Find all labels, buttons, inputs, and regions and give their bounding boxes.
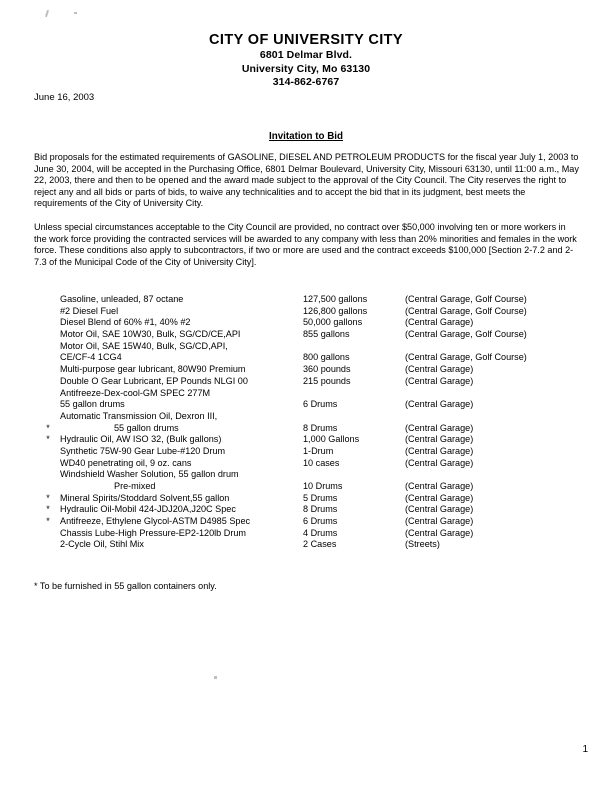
item-asterisk-marker: *: [46, 422, 50, 433]
item-quantity: 6 Drums: [303, 516, 338, 527]
item-location: (Central Garage): [405, 445, 474, 456]
item-quantity: 1,000 Gallons: [303, 434, 360, 445]
item-description: #2 Diesel Fuel: [60, 305, 119, 316]
item-quantity: 8 Drums: [303, 504, 338, 515]
item-row: [36, 528, 581, 540]
item-description: Automatic Transmission Oil, Dexron III,: [60, 410, 218, 421]
phone-number: 314-862-6767: [272, 76, 340, 88]
item-description: 2-Cycle Oil, Stihl Mix: [60, 539, 144, 550]
item-quantity: 10 cases: [303, 457, 340, 468]
item-location: (Central Garage): [405, 527, 474, 538]
document-date: June 16, 2003: [34, 92, 95, 103]
item-location: (Central Garage, Golf Course): [405, 305, 527, 316]
item-row: [36, 539, 581, 551]
item-description: WD40 penetrating oil, 9 oz. cans: [60, 457, 192, 468]
item-quantity: 215 pounds: [303, 375, 351, 386]
city-state-zip: University City, Mo 63130: [241, 62, 371, 75]
item-row: [36, 399, 581, 411]
item-row: [36, 411, 581, 423]
footnote: * To be furnished in 55 gallon containers only.: [34, 581, 217, 591]
scan-artifact: [45, 10, 49, 17]
item-location: (Central Garage): [405, 364, 474, 375]
item-location: (Central Garage, Golf Course): [405, 329, 527, 340]
items-list: [36, 294, 581, 551]
item-location: (Central Garage, Golf Course): [405, 352, 527, 363]
item-location: (Central Garage): [405, 492, 474, 503]
document-title: Invitation to Bid: [268, 131, 343, 142]
workforce-requirements-paragraph: Unless special circumstances acceptable to the City Council are provided, no contract over $50,000 involving ten or more workers in the work force providing the contracted services will be awarded to any company with less than 20% minorities and females in the work force. These conditions also apply to subcontractors, if two or more are used and the contract exceeds $100,000 [Section 2-7.2 and 2-7.3 of the Municipal Code of the City of University City].: [34, 222, 577, 267]
item-location: (Central Garage): [405, 481, 474, 491]
item-quantity: 855 gallons: [303, 329, 350, 340]
item-row: [36, 364, 581, 376]
scan-artifact: [74, 12, 77, 14]
scan-artifact: [214, 676, 217, 679]
item-location: (Central Garage): [405, 399, 474, 410]
item-row: [36, 481, 581, 493]
item-quantity: 2 Cases: [303, 539, 337, 550]
item-row: [36, 423, 581, 435]
item-description: Hydraulic Oil, AW ISO 32, (Bulk gallons): [60, 434, 222, 445]
item-row: [36, 504, 581, 516]
item-location: (Central Garage, Golf Course): [405, 294, 527, 304]
item-description: Mineral Spirits/Stoddard Solvent,55 gallon: [60, 492, 230, 503]
item-row: [36, 329, 581, 341]
item-description: Multi-purpose gear lubricant, 80W90 Premium: [60, 364, 246, 375]
item-description: 55 gallon drums: [114, 422, 179, 433]
item-location: (Central Garage): [405, 434, 474, 445]
item-location: (Central Garage): [405, 375, 474, 386]
item-description: Windshield Washer Solution, 55 gallon drum: [60, 469, 239, 480]
item-location: (Central Garage): [405, 422, 474, 433]
item-quantity: 800 gallons: [303, 352, 350, 363]
item-asterisk-marker: *: [46, 504, 50, 515]
item-description: Synthetic 75W-90 Gear Lube-#120 Drum: [60, 445, 226, 456]
item-description: Antifreeze, Ethylene Glycol-ASTM D4985 Spec: [60, 516, 251, 527]
item-location: (Streets): [405, 539, 440, 550]
item-asterisk-marker: *: [46, 516, 50, 527]
item-description: Motor Oil, SAE 15W40, Bulk, SG/CD,API,: [60, 340, 228, 351]
item-quantity: 5 Drums: [303, 492, 338, 503]
item-description: Gasoline, unleaded, 87 octane: [60, 294, 184, 304]
item-quantity: 6 Drums: [303, 399, 338, 410]
item-quantity: 4 Drums: [303, 527, 338, 538]
item-row: [36, 352, 581, 364]
item-quantity: 127,500 gallons: [303, 294, 368, 304]
street-address: 6801 Delmar Blvd.: [259, 49, 353, 61]
item-row: [36, 306, 581, 318]
item-row: [36, 388, 581, 400]
item-asterisk-marker: *: [46, 492, 50, 503]
item-location: (Central Garage): [405, 317, 474, 328]
item-description: Hydraulic Oil-Mobil 424-JDJ20A,J20C Spec: [60, 504, 236, 515]
item-asterisk-marker: *: [46, 434, 50, 445]
item-quantity: 10 Drums: [303, 481, 343, 491]
item-row: [36, 446, 581, 458]
item-row: [36, 493, 581, 505]
item-description: Motor Oil, SAE 10W30, Bulk, SG/CD/CE,API: [60, 329, 241, 340]
organization-name: CITY OF UNIVERSITY CITY: [209, 32, 403, 48]
item-description: Chassis Lube-High Pressure-EP2-120lb Drum: [60, 527, 246, 538]
item-row: [36, 376, 581, 388]
item-row: [36, 294, 581, 306]
item-description: CE/CF-4 1CG4: [60, 352, 122, 363]
item-quantity: 126,800 gallons: [303, 305, 368, 316]
item-description: 55 gallon drums: [60, 399, 125, 410]
item-row: [36, 317, 581, 329]
item-description: Pre-mixed: [114, 481, 156, 491]
item-row: [36, 458, 581, 470]
item-description: Antifreeze-Dex-cool-GM SPEC 277M: [60, 387, 211, 398]
item-row: [36, 434, 581, 446]
item-row: [36, 516, 581, 528]
item-row: [36, 341, 581, 353]
item-location: (Central Garage): [405, 457, 474, 468]
letterhead: [0, 32, 612, 90]
item-location: (Central Garage): [405, 516, 474, 527]
item-description: Diesel Blend of 60% #1, 40% #2: [60, 317, 191, 328]
item-quantity: 50,000 gallons: [303, 317, 363, 328]
page-number: 1: [582, 744, 588, 755]
item-description: Double O Gear Lubricant, EP Pounds NLGI 00: [60, 375, 248, 386]
item-row: [36, 469, 581, 481]
item-location: (Central Garage): [405, 504, 474, 515]
item-quantity: 1-Drum: [303, 445, 334, 456]
bid-terms-paragraph: Bid proposals for the estimated requirements of GASOLINE, DIESEL AND PETROLEUM PRODUCTS for the fiscal year July 1, 2003 to June 30, 2004, will be accepted in the Purchasing Office, 6801 Delmar Boulevard, University City, Missouri 63130, until 11:00 a.m., May 22, 2003, there and then to be opened and the award made subject to the approval of the City Council. The City reserves the right to reject any and all bids or parts of bids, to waive any technicalities and to accept the bid that in its judgment, best meets the requirements of the City of University City.: [34, 152, 579, 209]
item-quantity: 8 Drums: [303, 422, 338, 433]
item-quantity: 360 pounds: [303, 364, 351, 375]
